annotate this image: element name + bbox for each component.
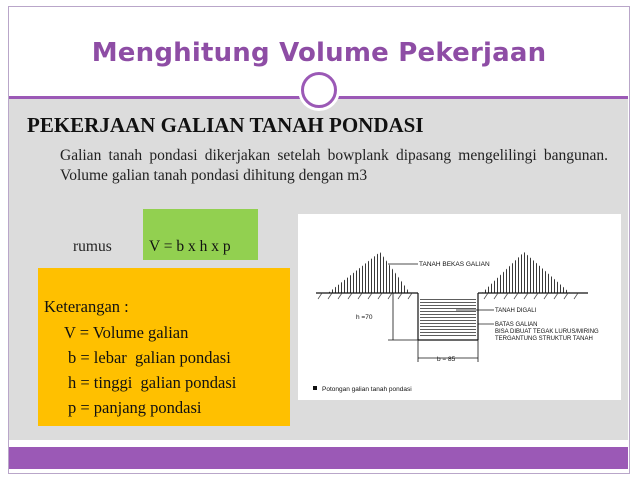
dim-b-label: b = 85 [437, 356, 456, 363]
description-paragraph: Galian tanah pondasi dikerjakan setelah bowplank dipasang mengelilingi bangunan. Volume galian tanah pondasi dihitung dengan m3 [60, 147, 608, 184]
label-batas-galian-detail: BISA DIBUAT TEGAK LURUS/MIRING [495, 329, 599, 335]
footer-bar [9, 447, 628, 469]
label-tanah-bekas-galian: TANAH BEKAS GALIAN [419, 261, 490, 268]
keterangan-item-lebar: b = lebar galian pondasi [68, 348, 231, 367]
caption-bullet-icon [313, 386, 317, 390]
excavation-cross-section [298, 214, 621, 400]
slide-title: Menghitung Volume Pekerjaan [91, 38, 547, 68]
excavated-area [420, 298, 476, 338]
rumus-label: rumus [73, 238, 112, 255]
keterangan-item-tinggi: h = tinggi galian pondasi [68, 373, 237, 392]
formula-text: V = b x h x p [149, 238, 231, 255]
section-heading: PEKERJAAN GALIAN TANAH PONDASI [27, 113, 424, 137]
circle-ornament-icon [301, 72, 337, 108]
label-batas-galian-note: TERGANTUNG STRUKTUR TANAH [495, 336, 593, 342]
keterangan-title: Keterangan : [44, 297, 129, 316]
right-spoil-pile [482, 252, 570, 293]
diagram-caption: Potongan galian tanah pondasi [322, 386, 412, 393]
label-batas-galian: BATAS GALIAN [495, 322, 538, 328]
keterangan-item-panjang: p = panjang pondasi [68, 398, 202, 417]
left-spoil-pile [328, 252, 410, 293]
label-tanah-digali: TANAH DIGALI [495, 308, 537, 314]
dim-h-label: h =70 [356, 314, 373, 321]
keterangan-item-volume: V = Volume galian [64, 323, 189, 342]
excavation-diagram [298, 214, 621, 400]
